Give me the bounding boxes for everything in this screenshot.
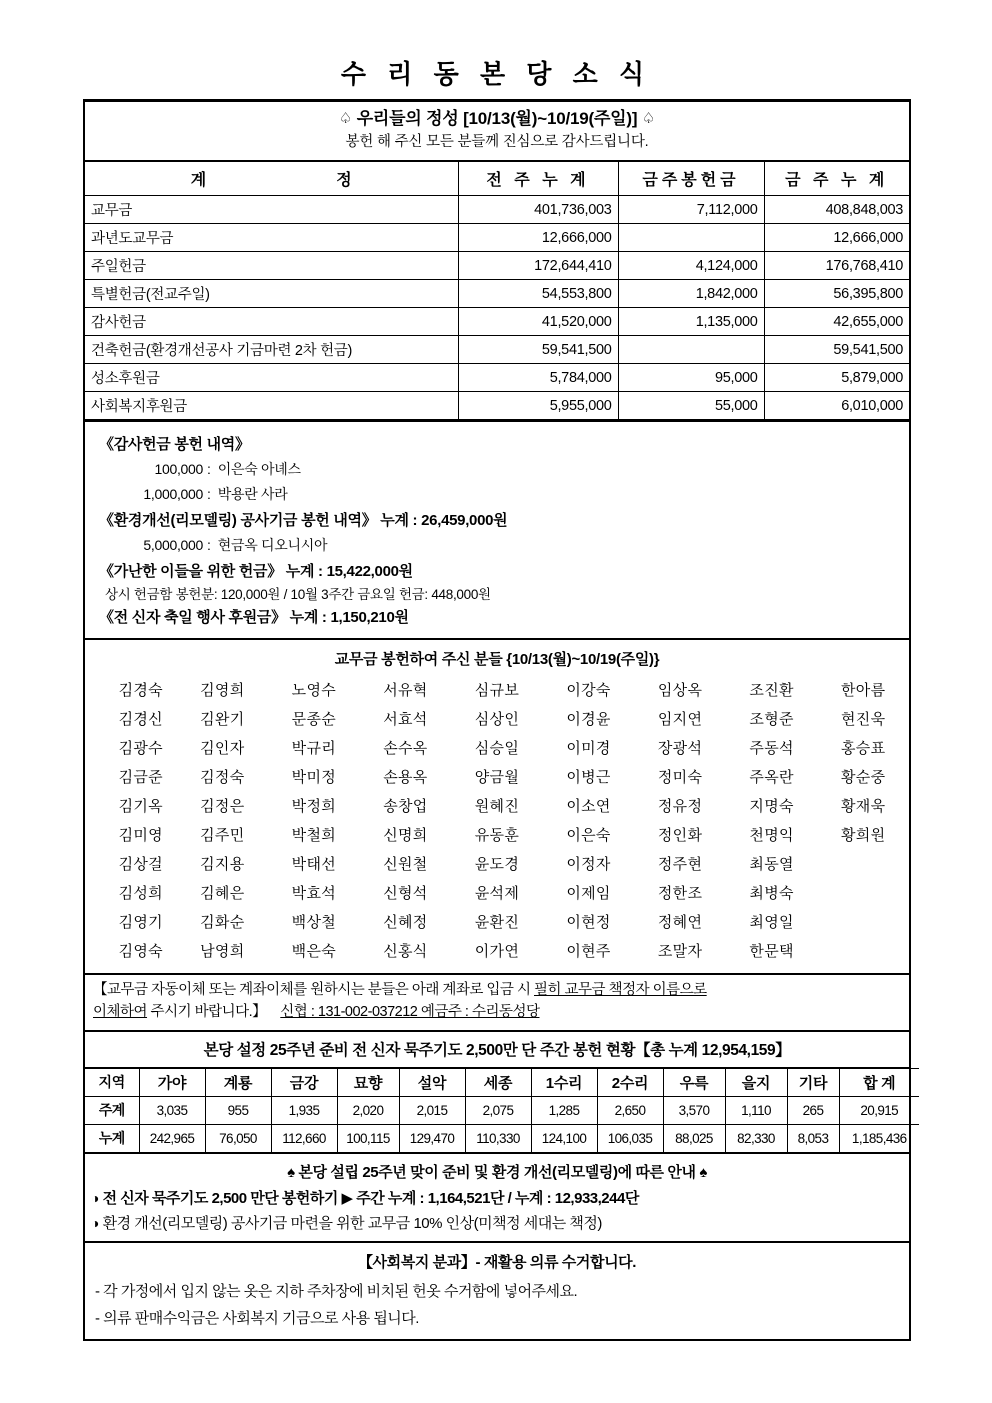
donor-name: 김성희 (118, 885, 163, 903)
table-row (85, 1124, 919, 1152)
feast-support-heading: 《전 신자 축일 행사 후원금》 누계 : 1,150,210원 (99, 609, 409, 627)
donor-name: 심승일 (474, 740, 520, 758)
anniversary-notice-block (85, 1154, 909, 1243)
stats-cum-value: 110,330 (465, 1124, 531, 1152)
table-row (85, 820, 909, 849)
poor-offering-detail: 상시 헌금함 봉헌분: 120,000원 / 10월 3주간 금요일 헌금: 448,000원 (105, 587, 491, 603)
donor-name: 김주민 (200, 827, 245, 845)
stats-week-value: 3,570 (663, 1096, 725, 1124)
finance-row-name: 특별헌금(전교주일) (85, 280, 458, 308)
donor-name: 김경숙 (118, 682, 163, 700)
stats-cum-value: 106,035 (597, 1124, 663, 1152)
finance-row-prev: 5,955,000 (458, 392, 618, 420)
stats-cum-value: 88,025 (663, 1124, 725, 1152)
remodel-donor: 현금옥 디오니시아 (217, 537, 328, 554)
table-row (85, 907, 909, 936)
account-notice-text-b: 주시기 바랍니다.】 (147, 1003, 267, 1020)
finance-row-week: 7,112,000 (618, 196, 764, 224)
donor-names-grid (85, 675, 909, 965)
thanks-separator: : (207, 461, 211, 478)
donor-name: 주옥란 (749, 769, 794, 787)
thanks-donor: 이은숙 아녜스 (217, 461, 301, 478)
stats-cum-value: 82,330 (725, 1124, 787, 1152)
donor-name: 김영숙 (118, 943, 163, 961)
table-row (85, 196, 909, 224)
remodel-separator: : (207, 537, 211, 554)
welfare-notice-line-2: - 의류 판매수익금은 사회복지 기금으로 사용 됩니다. (95, 1310, 419, 1328)
donor-name: 이소연 (566, 798, 611, 816)
donor-name: 김화순 (200, 914, 245, 932)
stats-col-seorak: 설악 (399, 1068, 465, 1096)
stats-week-value: 1,935 (271, 1096, 337, 1124)
stats-row-label-cumulative: 누계 (85, 1124, 139, 1152)
donor-name: 이병근 (566, 769, 611, 787)
finance-row-total: 176,768,410 (764, 252, 909, 280)
donor-name: 현진욱 (841, 711, 886, 729)
anniversary-notice-heading-row (85, 1158, 909, 1186)
table-row (85, 308, 909, 336)
table-row (85, 878, 909, 907)
finance-col-name (85, 162, 458, 196)
donor-name: 이가연 (474, 943, 520, 961)
anniversary-notice-heading: 본당 설립 25주년 맞이 준비 및 환경 개선(리모델링)에 따른 안내 (298, 1164, 696, 1182)
donor-name: 김미영 (118, 827, 163, 845)
donor-name: 박철희 (291, 827, 337, 845)
table-row (85, 675, 909, 704)
donor-name: 황희원 (841, 827, 886, 845)
spade-icon-left: ♤ (338, 109, 353, 127)
donor-name: 심상인 (474, 711, 520, 729)
table-row (85, 849, 909, 878)
finance-row-prev: 59,541,500 (458, 336, 618, 364)
finance-col-prev: 전 주 누 계 (458, 162, 618, 196)
list-item (99, 535, 909, 555)
donor-name (817, 878, 909, 907)
donor-name: 박효석 (291, 885, 337, 903)
donor-name: 김인자 (200, 740, 245, 758)
donor-name: 정유정 (657, 798, 703, 816)
thanks-offering-heading: 《감사헌금 봉헌 내역》 (99, 436, 250, 454)
finance-row-total: 59,541,500 (764, 336, 909, 364)
finance-col-name-b: 정 (336, 171, 352, 189)
donor-name: 김정은 (200, 798, 245, 816)
table-row (85, 704, 909, 733)
stats-row-label-week: 주계 (85, 1096, 139, 1124)
table-row (85, 1096, 919, 1124)
donor-name: 장광석 (657, 740, 703, 758)
finance-row-name: 주일헌금 (85, 252, 458, 280)
donor-name: 서유혁 (383, 682, 428, 700)
donor-name: 조진환 (749, 682, 794, 700)
stats-week-total: 20,915 (839, 1096, 919, 1124)
donor-name: 이은숙 (566, 827, 611, 845)
finance-row-week: 95,000 (618, 364, 764, 392)
donor-name: 김영기 (118, 914, 163, 932)
account-notice (85, 975, 909, 1032)
finance-row-name: 과년도교무금 (85, 224, 458, 252)
stats-week-value: 1,110 (725, 1096, 787, 1124)
document-frame (83, 99, 911, 1341)
remodel-amount: 5,000,000 (143, 537, 203, 554)
donor-name: 박규리 (291, 740, 337, 758)
finance-row-week: 1,842,000 (618, 280, 764, 308)
donor-name: 심규보 (474, 682, 520, 700)
table-row (85, 224, 909, 252)
thanks-separator: : (207, 486, 211, 503)
poor-offering-heading: 《가난한 이들을 위한 헌금》 누계 : 15,422,000원 (99, 563, 413, 581)
donor-name: 윤환진 (474, 914, 520, 932)
donor-name: 정인화 (657, 827, 703, 845)
page-title: 수 리 동 본 당 소 식 (340, 59, 652, 89)
donor-name: 이정자 (566, 856, 611, 874)
donor-name: 정주현 (657, 856, 703, 874)
stats-col-etc: 기타 (787, 1068, 839, 1096)
spade-icon-left: ♠ (287, 1164, 295, 1182)
donor-name: 김광수 (118, 740, 163, 758)
donor-name: 김영희 (200, 682, 245, 700)
donor-name: 신혜정 (383, 914, 428, 932)
stats-week-value: 2,650 (597, 1096, 663, 1124)
finance-row-prev: 41,520,000 (458, 308, 618, 336)
stats-col-gyeryong: 계룡 (205, 1068, 271, 1096)
table-row (85, 336, 909, 364)
stats-col-suri1: 1수리 (531, 1068, 597, 1096)
stats-week-value: 2,020 (337, 1096, 399, 1124)
finance-row-total: 5,879,000 (764, 364, 909, 392)
banner-title-row (85, 108, 909, 131)
finance-table (85, 162, 909, 421)
finance-row-prev: 54,553,800 (458, 280, 618, 308)
donor-name: 조형준 (749, 711, 794, 729)
finance-row-name: 교무금 (85, 196, 458, 224)
donor-name: 임상옥 (657, 682, 703, 700)
donor-name: 윤도경 (474, 856, 520, 874)
donor-name: 박태선 (291, 856, 337, 874)
stats-week-value: 955 (205, 1096, 271, 1124)
half-circle-bullet-icon: ◑ (91, 1215, 99, 1232)
donor-name: 임지연 (657, 711, 703, 729)
prayer-stats-title: 본당 설정 25주년 준비 전 신자 묵주기도 2,500만 단 주간 봉헌 현황【총 누계 12,954,159】 (85, 1032, 909, 1068)
donor-name: 김정숙 (200, 769, 245, 787)
donor-name: 주동석 (749, 740, 794, 758)
spade-icon-right: ♠ (699, 1164, 707, 1182)
banner-title: 우리들의 정성 [10/13(월)~10/19(주일)] (356, 108, 638, 128)
donor-names-block (85, 640, 909, 975)
table-row (85, 364, 909, 392)
list-item (99, 484, 909, 504)
finance-row-prev: 5,784,000 (458, 364, 618, 392)
donor-name: 신형석 (383, 885, 428, 903)
table-row (85, 762, 909, 791)
finance-row-week (618, 224, 764, 252)
finance-col-week: 금주봉헌금 (618, 162, 764, 196)
stats-cum-value: 76,050 (205, 1124, 271, 1152)
donor-name: 문종순 (291, 711, 337, 729)
finance-row-prev: 12,666,000 (458, 224, 618, 252)
donor-name: 김금준 (118, 769, 163, 787)
donor-name: 신명희 (383, 827, 428, 845)
offering-banner (85, 102, 909, 162)
stats-week-value: 265 (787, 1096, 839, 1124)
stats-cum-value: 129,470 (399, 1124, 465, 1152)
table-row (85, 252, 909, 280)
stats-cum-value: 100,115 (337, 1124, 399, 1152)
donor-name: 지명숙 (749, 798, 794, 816)
stats-col-gaya: 가야 (139, 1068, 205, 1096)
stats-col-sejong: 세종 (465, 1068, 531, 1096)
stats-col-suri2: 2수리 (597, 1068, 663, 1096)
donor-names-title: 교무금 봉헌하여 주신 분들 {10/13(월)~10/19(주일)} (334, 651, 660, 669)
account-notice-text-a: 【교무금 자동이체 또는 계좌이체를 원하시는 분들은 아래 계좌로 입금 시 (93, 982, 534, 999)
half-circle-bullet-icon: ◑ (91, 1190, 99, 1207)
donor-name: 김상걸 (118, 856, 163, 874)
donor-name: 정한조 (657, 885, 703, 903)
stats-cum-total: 1,185,436 (839, 1124, 919, 1152)
stats-col-region: 지역 (85, 1068, 139, 1096)
donor-name (817, 849, 909, 878)
stats-cum-value: 112,660 (271, 1124, 337, 1152)
thanks-amount: 100,000 (154, 461, 203, 478)
finance-row-name: 사회복지후원금 (85, 392, 458, 420)
donor-name: 손수옥 (383, 740, 428, 758)
anniversary-notice-line-1: 전 신자 묵주기도 2,500 만단 봉헌하기 ▶ 주간 누계 : 1,164,521단 / 누계 : 12,933,244단 (102, 1190, 639, 1208)
donor-name: 최동열 (749, 856, 794, 874)
finance-row-total: 42,655,000 (764, 308, 909, 336)
donation-details-block (85, 420, 909, 640)
finance-col-name-a: 계 (190, 171, 207, 189)
donor-name: 신홍식 (383, 943, 428, 961)
donor-name: 원혜진 (474, 798, 520, 816)
donor-name: 김기옥 (118, 798, 163, 816)
list-item (99, 459, 909, 479)
finance-row-week: 55,000 (618, 392, 764, 420)
donor-name: 천명익 (749, 827, 794, 845)
donor-name (817, 907, 909, 936)
finance-col-total: 금 주 누 계 (764, 162, 909, 196)
donor-name: 이제임 (566, 885, 611, 903)
anniversary-notice-line-2: 환경 개선(리모델링) 공사기금 마련을 위한 교무금 10% 인상(미책정 세대는 책정) (102, 1215, 602, 1233)
stats-cum-value: 242,965 (139, 1124, 205, 1152)
donor-name: 양금월 (474, 769, 520, 787)
account-notice-underline-a: 필히 교무금 책정자 이름으로 (534, 982, 707, 999)
donor-name: 박정희 (291, 798, 337, 816)
donor-name: 조말자 (657, 943, 703, 961)
finance-row-total: 6,010,000 (764, 392, 909, 420)
donor-name: 최영일 (749, 914, 794, 932)
finance-row-total: 408,848,003 (764, 196, 909, 224)
finance-table-header-row (85, 162, 909, 196)
stats-week-value: 3,035 (139, 1096, 205, 1124)
stats-col-ureuk: 우륵 (663, 1068, 725, 1096)
welfare-notice-line-1: - 각 가정에서 입지 않는 옷은 지하 주차장에 비치된 헌옷 수거함에 넣어주세요. (95, 1283, 578, 1301)
donor-name: 백은숙 (291, 943, 337, 961)
finance-row-total: 56,395,800 (764, 280, 909, 308)
prayer-stats-header-row (85, 1068, 919, 1096)
donor-name: 손용옥 (383, 769, 428, 787)
donor-name: 이현주 (566, 943, 611, 961)
donor-name: 김경신 (118, 711, 163, 729)
donor-name: 윤석제 (474, 885, 520, 903)
stats-col-myohyang: 묘향 (337, 1068, 399, 1096)
donor-name: 홍승표 (841, 740, 886, 758)
donor-name: 한아름 (841, 682, 886, 700)
table-row (85, 791, 909, 820)
donor-name: 남영희 (200, 943, 245, 961)
table-row (85, 392, 909, 420)
donor-name: 황재욱 (841, 798, 886, 816)
donor-name: 이현정 (566, 914, 611, 932)
prayer-stats-table (85, 1068, 919, 1153)
donor-name: 이강숙 (566, 682, 611, 700)
donor-name: 박미정 (291, 769, 337, 787)
donor-name: 이미경 (566, 740, 611, 758)
finance-row-week (618, 336, 764, 364)
finance-row-name: 성소후원금 (85, 364, 458, 392)
spade-icon-right: ♤ (641, 109, 656, 127)
stats-col-geumgang: 금강 (271, 1068, 337, 1096)
list-item (85, 1211, 909, 1236)
thanks-donor: 박용란 사라 (217, 486, 288, 503)
donor-name: 유동훈 (474, 827, 520, 845)
table-row (85, 280, 909, 308)
donor-name (817, 936, 909, 965)
donor-name: 신원철 (383, 856, 428, 874)
welfare-notice-block (85, 1243, 909, 1339)
donor-name: 백상철 (291, 914, 337, 932)
donor-name: 황순중 (841, 769, 886, 787)
stats-week-value: 1,285 (531, 1096, 597, 1124)
donor-name: 이경윤 (566, 711, 611, 729)
finance-row-name: 감사헌금 (85, 308, 458, 336)
donor-name: 서효석 (383, 711, 428, 729)
donor-name: 김지용 (200, 856, 245, 874)
stats-cum-value: 124,100 (531, 1124, 597, 1152)
welfare-notice-heading: 【사회복지 분과】- 재활용 의류 수거합니다. (357, 1254, 637, 1272)
finance-row-prev: 172,644,410 (458, 252, 618, 280)
thanks-amount: 1,000,000 (143, 486, 203, 503)
donor-name: 노영수 (291, 682, 337, 700)
finance-row-total: 12,666,000 (764, 224, 909, 252)
stats-col-total: 합 계 (839, 1068, 919, 1096)
banner-subtitle: 봉헌 해 주신 모든 분들께 진심으로 감사드립니다. (345, 133, 649, 150)
donor-name: 최병숙 (749, 885, 794, 903)
stats-week-value: 2,015 (399, 1096, 465, 1124)
prayer-stats-block (85, 1032, 909, 1155)
stats-cum-value: 8,053 (787, 1124, 839, 1152)
account-notice-underline-b: 이체하여 (93, 1003, 148, 1020)
table-row (85, 733, 909, 762)
donor-name: 정혜연 (657, 914, 703, 932)
finance-row-prev: 401,736,003 (458, 196, 618, 224)
remodel-fund-heading: 《환경개선(리모델링) 공사기금 봉헌 내역》 누계 : 26,459,000원 (99, 512, 508, 530)
finance-row-week: 4,124,000 (618, 252, 764, 280)
donor-name: 김완기 (200, 711, 245, 729)
donor-name: 정미숙 (657, 769, 703, 787)
stats-week-value: 2,075 (465, 1096, 531, 1124)
donor-name: 한문택 (749, 943, 794, 961)
donor-name: 송창업 (383, 798, 428, 816)
finance-row-name: 건축헌금(환경개선공사 기금마련 2차 헌금) (85, 336, 458, 364)
donor-name: 김혜은 (200, 885, 245, 903)
table-row (85, 936, 909, 965)
list-item (85, 1186, 909, 1211)
stats-col-eulji: 을지 (725, 1068, 787, 1096)
account-number: 신협 : 131-002-037212 예금주 : 수리동성당 (280, 1003, 540, 1020)
finance-row-week: 1,135,000 (618, 308, 764, 336)
